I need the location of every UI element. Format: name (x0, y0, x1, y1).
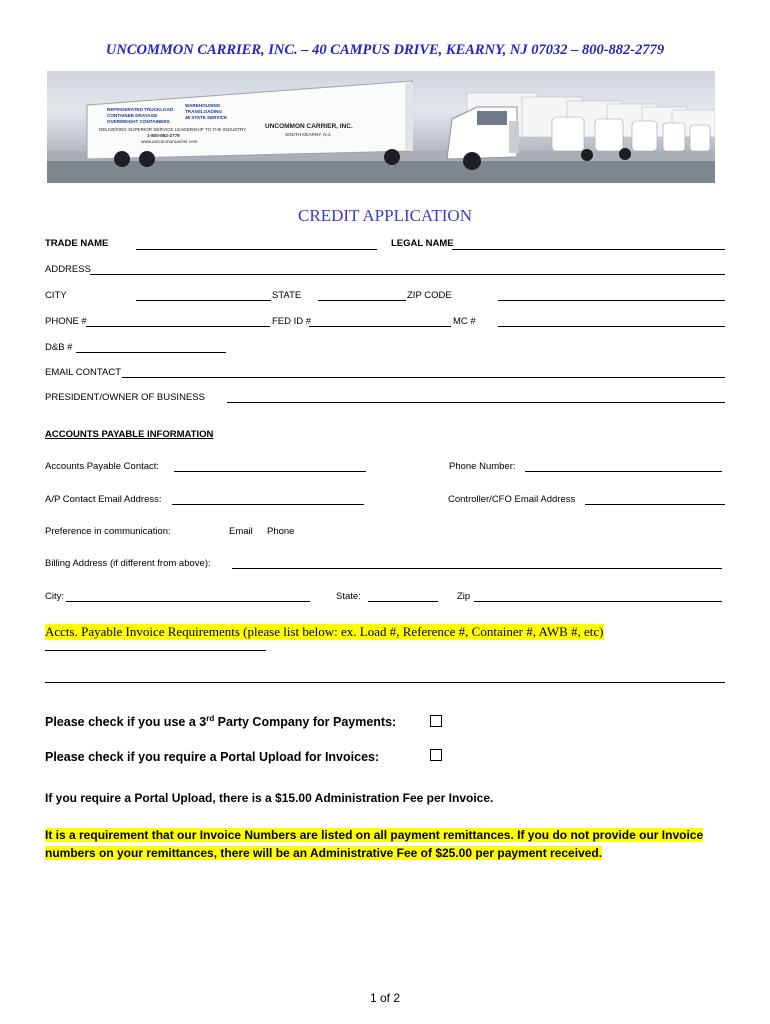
banner-service-left-1: REFRIGERATED TRUCKLOAD (107, 107, 174, 112)
ap-city-field[interactable] (66, 601, 310, 602)
phone-field[interactable] (86, 326, 270, 327)
ap-contact-label: Accounts Payable Contact: (45, 461, 160, 472)
invoice-requirements-line-2[interactable] (45, 682, 725, 683)
portal-fee-note: If you require a Portal Upload, there is a $15.00 Administration Fee per Invoice. (45, 791, 494, 805)
mc-field[interactable] (498, 326, 725, 327)
banner-tagline: DELIVERING SUPERIOR SERVICE LEADERSHIP TO THE INDUSTRY (99, 127, 247, 132)
mc-label: MC # (453, 316, 476, 327)
ap-heading: ACCOUNTS PAYABLE INFORMATION (45, 429, 214, 440)
ap-phone-field[interactable] (525, 471, 722, 472)
ap-city-label: City: (45, 591, 64, 602)
banner-trailer-subtext: SOUTH KEARNY, N.J. (285, 132, 332, 137)
email-contact-field[interactable] (122, 377, 725, 378)
ap-zip-label: Zip (457, 591, 471, 602)
ap-contact-field[interactable] (174, 471, 366, 472)
state-field[interactable] (318, 300, 406, 301)
company-header: UNCOMMON CARRIER, INC. – 40 CAMPUS DRIVE, KEARNY, NJ 07032 – 800-882-2779 (105, 42, 665, 58)
email-contact-label: EMAIL CONTACT (45, 367, 122, 378)
banner-website: www.uncommoncarrier.com (141, 139, 198, 144)
ap-email-field[interactable] (172, 504, 364, 505)
pref-email-option[interactable]: Email (229, 526, 253, 537)
banner-service-right-3: 48 STATE SERVICE (185, 115, 228, 120)
dnb-label: D&B # (45, 342, 73, 353)
ap-zip-field[interactable] (474, 601, 722, 602)
portal-checkbox[interactable] (430, 749, 442, 761)
page-number: 1 of 2 (369, 991, 401, 1005)
address-field[interactable] (90, 274, 725, 275)
banner-trailer-text: UNCOMMON CARRIER, INC. (265, 123, 353, 130)
ap-phone-label: Phone Number: (449, 461, 516, 472)
pref-phone-option[interactable]: Phone (267, 526, 295, 537)
third-party-checkbox[interactable] (430, 715, 442, 727)
ap-state-label: State: (336, 591, 361, 602)
city-field[interactable] (136, 300, 271, 301)
trade-name-label: TRADE NAME (45, 238, 109, 249)
cfo-email-label: Controller/CFO Email Address (448, 494, 576, 505)
form-title: CREDIT APPLICATION (298, 206, 472, 225)
portal-label: Please check if you require a Portal Upload for Invoices: (45, 750, 380, 764)
ap-state-field[interactable] (368, 601, 438, 602)
dnb-field[interactable] (76, 352, 226, 353)
banner-service-right-2: TRANSLOADING (185, 109, 223, 114)
city-label: CITY (45, 290, 67, 301)
trade-name-field[interactable] (136, 249, 377, 250)
address-label: ADDRESS (45, 264, 91, 275)
requirement-note: It is a requirement that our Invoice Numbers are listed on all payment remittances. If you do not provide our Invoice numbers on your remittances, there will be an Administrative Fee of $25.00 per payment received. (45, 828, 704, 860)
president-field[interactable] (227, 402, 725, 403)
billing-field[interactable] (232, 568, 722, 569)
legal-name-label: LEGAL NAME (391, 238, 454, 249)
banner-service-left-2: CONTAINER DRAYAGE (107, 113, 158, 118)
third-party-label: Please check if you use a 3rd Party Company for Payments: (45, 713, 397, 729)
ap-email-label: A/P Contact Email Address: (45, 494, 162, 505)
phone-label: PHONE # (45, 316, 87, 327)
banner-phone: 1-800-882-2779 (147, 133, 180, 138)
preference-label: Preference in communication: (45, 526, 171, 537)
invoice-requirements-line-1[interactable] (45, 650, 266, 651)
billing-label: Billing Address (if different from above): (45, 558, 211, 569)
banner-service-left-3: OVERWEIGHT CONTAINERS (107, 119, 170, 124)
truck-banner-image (47, 71, 715, 183)
fed-id-field[interactable] (309, 326, 451, 327)
state-label: STATE (272, 290, 302, 301)
zip-field[interactable] (498, 300, 725, 301)
zip-label: ZIP CODE (407, 290, 452, 301)
banner-service-right-1: WAREHOUSING (185, 103, 221, 108)
invoice-requirements-label: Accts. Payable Invoice Requirements (please list below: ex. Load #, Reference #, Container #, AWB #, etc) (45, 624, 604, 639)
cfo-email-field[interactable] (585, 504, 725, 505)
legal-name-field[interactable] (452, 249, 725, 250)
fed-id-label: FED ID # (272, 316, 312, 327)
president-label: PRESIDENT/OWNER OF BUSINESS (45, 392, 205, 403)
